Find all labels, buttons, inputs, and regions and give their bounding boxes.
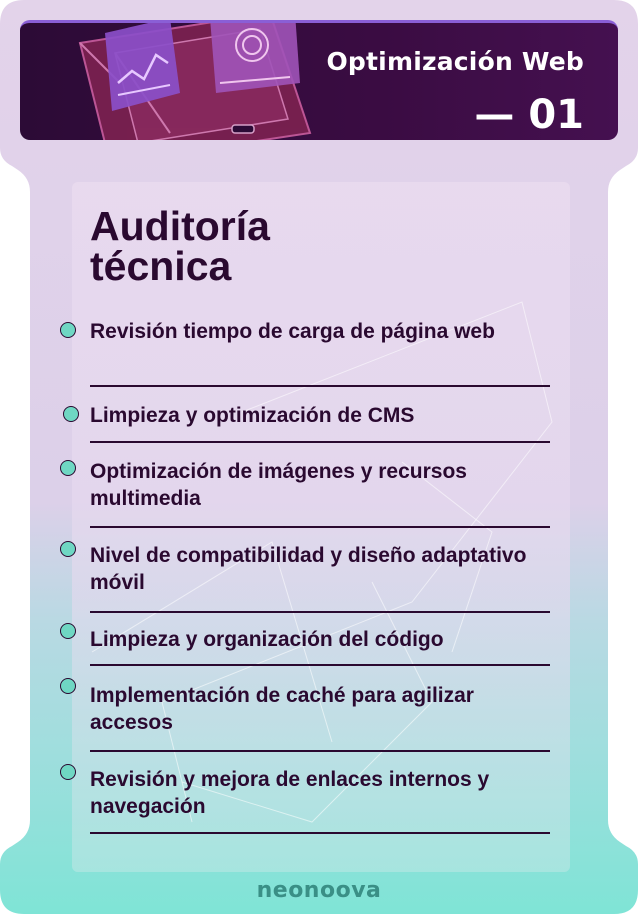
bullet-circle-icon [60,460,76,476]
list-item-text: Optimización de imágenes y recursos multimedia [90,460,467,510]
brand-logo: neonoova [256,878,382,903]
list-item-text: Nivel de compatibilidad y diseño adaptativo móvil [90,544,527,594]
section-title: Optimización Web [326,47,584,76]
bullet-circle-icon [63,406,79,422]
divider [90,526,550,528]
list-item-text: Limpieza y optimización de CMS [90,404,415,427]
list-item-text: Implementación de caché para agilizar accesos [90,684,474,734]
bullet-circle-icon [60,322,76,338]
divider [90,441,550,443]
divider [90,611,550,613]
divider [90,664,550,666]
list-item-text: Revisión tiempo de carga de página web [90,320,495,343]
card-heading-line1: Auditoría [90,203,270,249]
bullet-circle-icon [60,764,76,780]
divider [90,750,550,752]
bullet-circle-icon [60,623,76,639]
bullet-circle-icon [60,678,76,694]
card-heading-line2: técnica [90,243,232,289]
divider [90,385,550,387]
list-item-text: Revisión y mejora de enlaces internos y navegación [90,768,490,818]
section-number: — 01 [474,92,584,138]
bullet-circle-icon [60,541,76,557]
list-item-text: Limpieza y organización del código [90,628,444,651]
divider [90,832,550,834]
